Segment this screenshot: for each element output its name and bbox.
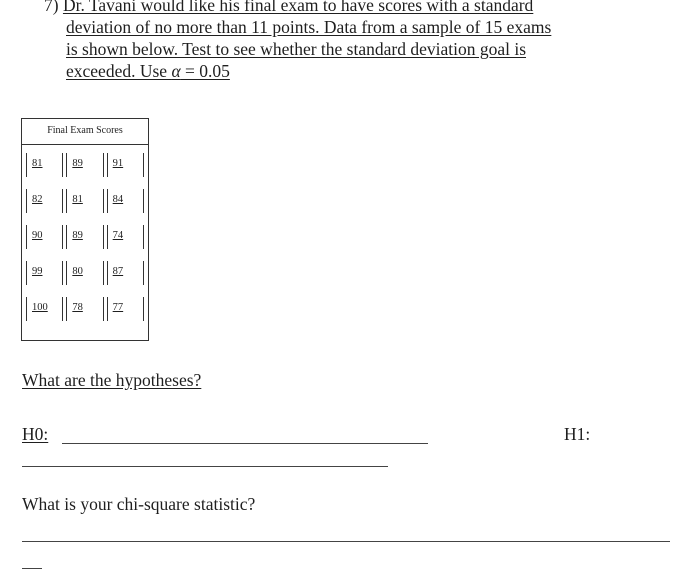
h0-label: H0: (22, 424, 49, 444)
chi-square-question: What is your chi-square statistic? (22, 494, 256, 514)
score-cell: 81 (66, 189, 103, 213)
score-cell: 100 (26, 297, 63, 321)
score-cell: 99 (26, 261, 63, 285)
problem-text-line: is shown below. Test to see whether the standard deviation goal is (66, 39, 526, 59)
problem-line-4 (44, 60, 684, 82)
score-cell: 78 (66, 297, 103, 321)
score-cell: 84 (107, 189, 144, 213)
score-cell: 87 (107, 261, 144, 285)
h1-answer-line[interactable] (22, 466, 388, 467)
score-cell: 81 (26, 153, 63, 177)
hypotheses-question: What are the hypotheses? (22, 370, 202, 390)
table-row (26, 153, 144, 177)
problem-text-line: Dr. Tavani would like his final exam to have scores with a standard (62, 0, 534, 15)
table-row (26, 189, 144, 213)
h1-label: H1: (564, 424, 591, 444)
alpha-value: = 0.05 (180, 61, 230, 81)
score-cell: 89 (66, 225, 103, 249)
table-row (26, 297, 144, 321)
final-exam-scores-table (21, 118, 149, 341)
problem-number: 7) (44, 0, 59, 15)
problem-statement (44, 0, 684, 82)
score-cell: 77 (107, 297, 144, 321)
table-row (26, 261, 144, 285)
problem-text-line: deviation of no more than 11 points. Data from a sample of 15 exams (66, 17, 552, 37)
score-cell: 90 (26, 225, 63, 249)
score-cell: 80 (66, 261, 103, 285)
score-grid (26, 153, 144, 333)
score-cell: 82 (26, 189, 63, 213)
problem-text-line: exceeded. Use (66, 61, 172, 81)
score-cell: 91 (107, 153, 144, 177)
table-caption: Final Exam Scores (22, 119, 148, 145)
alpha-symbol: α (171, 61, 181, 81)
chi-square-answer-line[interactable] (22, 541, 670, 542)
score-cell: 89 (66, 153, 103, 177)
answer-line-stub (22, 568, 42, 569)
table-row (26, 225, 144, 249)
problem-line-1 (44, 0, 684, 16)
h0-answer-line[interactable] (62, 443, 428, 444)
score-cell: 74 (107, 225, 144, 249)
